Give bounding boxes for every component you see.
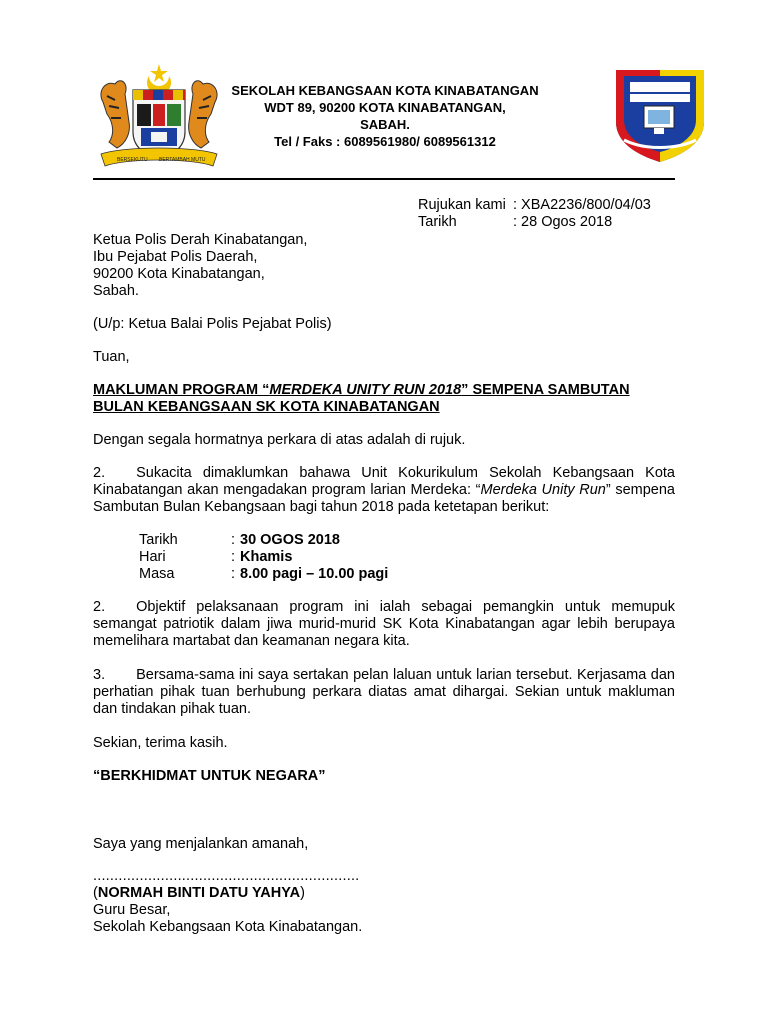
paragraph-4: [93, 667, 675, 718]
detail-label-day: Hari: [139, 549, 166, 565]
name-paren-open: (: [93, 885, 98, 901]
paragraph-3-text: Objektif pelaksanaan program ini ialah sebagai pemangkin untuk memupuk semangat patriotik dalam jiwa murid-murid SK Kota Kinabatangan agar lebih berupaya memelihara martabat dan keamanan negara kita.: [93, 599, 675, 649]
recipient-line4: Sabah.: [93, 283, 139, 299]
signatory-title: Guru Besar,: [93, 902, 171, 918]
paragraph-2-text-a: Sukacita dimaklumkan bahawa Unit Kokurikulum Sekolah Kebangsaan Kota Kinabatangan akan mengadakan program larian Merdeka: “: [93, 465, 675, 498]
subject-part3: ” SEMPENA SAMBUTAN: [461, 382, 630, 398]
date-label: Tarikh: [418, 214, 457, 230]
detail-value-time: 8.00 pagi – 10.00 pagi: [240, 566, 389, 582]
reference-value: : XBA2236/800/04/03: [513, 197, 651, 213]
subject-line2: [93, 399, 440, 416]
paragraph-4-number: 3.: [93, 667, 106, 683]
paragraph-3: [93, 599, 675, 650]
signatory-organisation: Sekolah Kebangsaan Kota Kinabatangan.: [93, 919, 363, 935]
subject-part1: MAKLUMAN PROGRAM “: [93, 382, 270, 398]
header-divider: [93, 178, 675, 180]
detail-label-time: Masa: [139, 566, 175, 582]
school-crest-logo: [614, 64, 706, 164]
salutation: Tuan,: [93, 349, 130, 365]
svg-text:BERTAMBAH MUTU: BERTAMBAH MUTU: [159, 157, 206, 163]
paragraph-2: [93, 465, 675, 516]
date-value: : 28 Ogos 2018: [513, 214, 613, 230]
school-address-line2: SABAH.: [360, 117, 410, 132]
reference-label: Rujukan kami: [418, 197, 506, 213]
detail-value-day: Khamis: [240, 549, 293, 565]
paragraph-2-number: 2.: [93, 465, 106, 481]
subject-line1: [93, 382, 630, 399]
detail-colon-date: :: [231, 532, 236, 548]
detail-colon-day: :: [231, 549, 236, 565]
detail-value-date: 30 OGOS 2018: [240, 532, 340, 548]
recipient-line2: Ibu Pejabat Polis Daerah,: [93, 249, 258, 265]
name-paren-close: ): [300, 885, 305, 901]
paragraph-2-program-name: Merdeka Unity Run: [480, 482, 606, 498]
svg-text:BERSEKUTU: BERSEKUTU: [117, 157, 148, 163]
subject-line2-text: BULAN KEBANGSAAN SK KOTA KINABATANGAN: [93, 399, 440, 415]
closing: Sekian, terima kasih.: [93, 735, 228, 751]
signature-intro: Saya yang menjalankan amanah,: [93, 836, 309, 852]
school-name: SEKOLAH KEBANGSAAN KOTA KINABATANGAN: [231, 83, 539, 98]
recipient-line1: Ketua Polis Derah Kinabatangan,: [93, 232, 308, 248]
signature-dotted-line: ...............................................................: [93, 868, 360, 884]
recipient-line3: 90200 Kota Kinabatangan,: [93, 266, 265, 282]
paragraph-2-text-b: ” sempena Sambutan Bulan Kebangsaan bagi tahun 2018 pada ketetapan berikut:: [93, 482, 675, 515]
detail-colon-time: :: [231, 566, 236, 582]
signatory-name-text: NORMAH BINTI DATU YAHYA: [97, 885, 301, 901]
paragraph-4-text: Bersama-sama ini saya sertakan pelan laluan untuk larian tersebut. Kerjasama dan perhatian pihak tuan berhubung perkara diatas amat dihargai. Sekian untuk makluman dan tindakan pihak tuan.: [93, 667, 675, 717]
motto: “BERKHIDMAT UNTUK NEGARA”: [93, 768, 326, 784]
school-address-line1: WDT 89, 90200 KOTA KINABATANGAN,: [264, 100, 506, 115]
paragraph-3-number: 2.: [93, 599, 106, 615]
school-contact: Tel / Faks : 6089561980/ 6089561312: [274, 134, 496, 149]
signatory-name: [93, 885, 305, 902]
paragraph-1: Dengan segala hormatnya perkara di atas adalah di rujuk.: [93, 432, 466, 448]
subject-program-name: MERDEKA UNITY RUN 2018: [269, 382, 462, 398]
attention-line: (U/p: Ketua Balai Polis Pejabat Polis): [93, 316, 332, 332]
detail-label-date: Tarikh: [139, 532, 178, 548]
